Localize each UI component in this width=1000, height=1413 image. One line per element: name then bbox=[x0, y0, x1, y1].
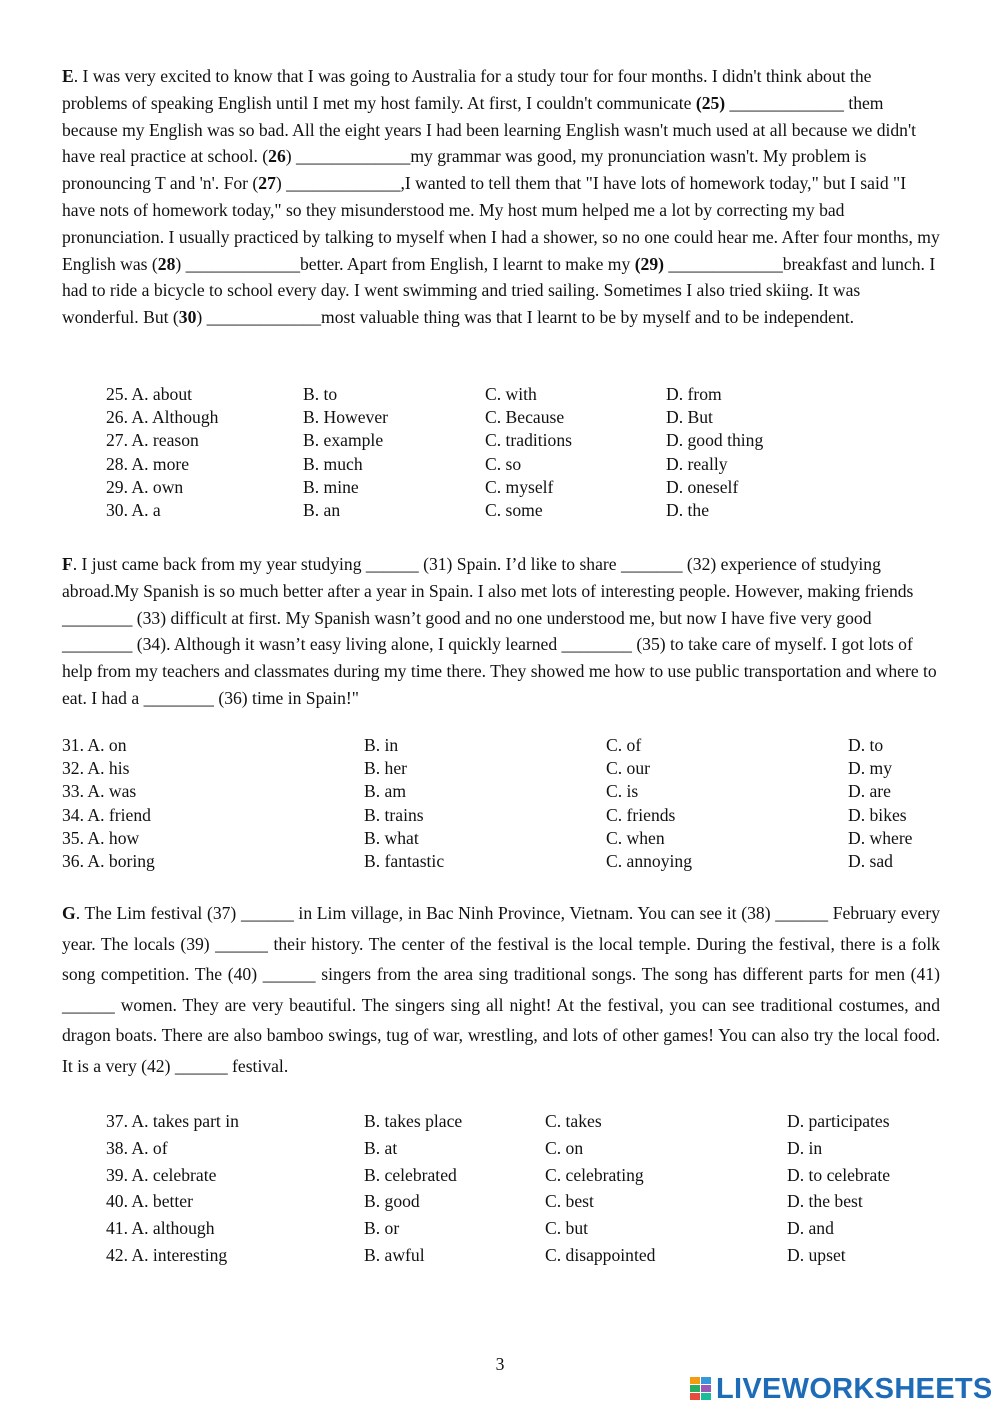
option-d[interactable]: D. upset bbox=[787, 1244, 846, 1265]
option-a[interactable]: 27. A. reason bbox=[106, 430, 199, 451]
option-c[interactable]: C. so bbox=[485, 453, 522, 474]
option-b[interactable]: B. fantastic bbox=[364, 850, 445, 871]
section-letter-g: G bbox=[62, 903, 76, 923]
option-c[interactable]: C. our bbox=[606, 758, 650, 779]
option-a[interactable]: 32. A. his bbox=[62, 758, 130, 779]
option-a[interactable]: 28. A. more bbox=[106, 453, 190, 474]
option-a[interactable]: 39. A. celebrate bbox=[106, 1164, 217, 1185]
section-letter-e: E bbox=[62, 66, 74, 86]
option-b[interactable]: B. am bbox=[364, 781, 407, 802]
option-a[interactable]: 25. A. about bbox=[106, 384, 193, 404]
option-d[interactable]: D. sad bbox=[848, 850, 893, 871]
option-a[interactable]: 38. A. of bbox=[106, 1137, 168, 1158]
option-b[interactable]: B. in bbox=[364, 735, 399, 755]
option-b[interactable]: B. However bbox=[303, 407, 389, 428]
option-a[interactable]: 42. A. interesting bbox=[106, 1244, 228, 1265]
passage-g: G. The Lim festival (37) ______ in Lim village, in Bac Ninh Province, Vietnam. You can see it (38) ______ February every year. The locals (39) ______ their history. The center of the festival is the local temple. During the festival, there is a folk song competition. The (40) ______ singers from the area sing traditional songs. The song has different parts for men (41) ______ women. They are very beautiful. The singers sing all night! At the festival, you can see traditional costumes, and dragon boats. There are also bamboo swings, tug of war, wrestling, and lots of other games! You can also try the local food. It is a very (42) ______ festival. bbox=[62, 903, 940, 1076]
option-c[interactable]: C. best bbox=[545, 1191, 594, 1212]
option-c[interactable]: C. celebrating bbox=[545, 1164, 644, 1185]
option-b[interactable]: B. trains bbox=[364, 804, 424, 825]
question-row bbox=[0, 734, 1000, 757]
option-d[interactable]: D. bikes bbox=[848, 804, 907, 825]
question-row bbox=[0, 1135, 1000, 1162]
option-a[interactable]: 41. A. although bbox=[106, 1218, 215, 1239]
option-d[interactable]: D. to celebrate bbox=[787, 1164, 891, 1185]
option-c[interactable]: C. annoying bbox=[606, 850, 693, 871]
page-number: 3 bbox=[495, 1354, 505, 1374]
option-c[interactable]: C. on bbox=[545, 1137, 584, 1158]
option-a[interactable]: 40. A. better bbox=[106, 1191, 193, 1212]
option-c[interactable]: C. some bbox=[485, 499, 543, 520]
option-a[interactable]: 29. A. own bbox=[106, 476, 184, 497]
question-row bbox=[0, 780, 1000, 803]
option-b[interactable]: B. what bbox=[364, 827, 419, 848]
option-b[interactable]: B. good bbox=[364, 1191, 420, 1212]
question-row bbox=[0, 499, 1000, 522]
option-a[interactable]: 30. A. a bbox=[106, 499, 161, 520]
options-f bbox=[0, 734, 1000, 873]
option-d[interactable]: D. to bbox=[848, 735, 884, 755]
option-d[interactable]: D. from bbox=[666, 384, 722, 404]
option-c[interactable]: C. disappointed bbox=[545, 1244, 656, 1265]
options-e bbox=[0, 383, 1000, 522]
question-row bbox=[0, 453, 1000, 476]
question-row bbox=[0, 1188, 1000, 1215]
option-b[interactable]: B. awful bbox=[364, 1244, 425, 1265]
option-b[interactable]: B. or bbox=[364, 1218, 400, 1239]
passage-f: F. I just came back from my year studying ______ (31) Spain. I’d like to share _______ (32) experience of studying abroad.My Spanish is so much better after a year in Spain. I also met lots of interesting people. However, making friends ________ (33) difficult at first. My Spanish wasn’t good and no one understood me, but now I have five very good ________ (34). Although it wasn’t easy living alone, I quickly learned ________ (35) to take care of myself. I got lots of help from my teachers and classmates during my time there. They showed me how to use public transportation and where to eat. I had a ________ (36) time in Spain!" bbox=[62, 554, 937, 708]
option-d[interactable]: D. participates bbox=[787, 1111, 890, 1131]
option-a[interactable]: 33. A. was bbox=[62, 781, 137, 802]
question-row bbox=[0, 383, 1000, 406]
option-b[interactable]: B. takes place bbox=[364, 1111, 463, 1131]
option-c[interactable]: C. myself bbox=[485, 476, 554, 497]
option-b[interactable]: B. her bbox=[364, 758, 407, 779]
option-a[interactable]: 26. A. Although bbox=[106, 407, 219, 428]
option-d[interactable]: D. where bbox=[848, 827, 913, 848]
option-a[interactable]: 35. A. how bbox=[62, 827, 140, 848]
option-d[interactable]: D. in bbox=[787, 1137, 823, 1158]
option-c[interactable]: C. when bbox=[606, 827, 665, 848]
option-c[interactable]: C. with bbox=[485, 384, 537, 404]
question-row bbox=[0, 429, 1000, 452]
option-c[interactable]: C. is bbox=[606, 781, 639, 802]
option-d[interactable]: D. But bbox=[666, 407, 713, 428]
question-row bbox=[0, 406, 1000, 429]
option-b[interactable]: B. mine bbox=[303, 476, 359, 497]
option-b[interactable]: B. celebrated bbox=[364, 1164, 457, 1185]
option-d[interactable]: D. really bbox=[666, 453, 728, 474]
option-c[interactable]: C. friends bbox=[606, 804, 676, 825]
option-b[interactable]: B. to bbox=[303, 384, 338, 404]
option-d[interactable]: D. oneself bbox=[666, 476, 739, 497]
option-d[interactable]: D. the best bbox=[787, 1191, 863, 1212]
options-g bbox=[0, 1108, 1000, 1269]
option-c[interactable]: C. Because bbox=[485, 407, 565, 428]
liveworksheets-logo[interactable] bbox=[690, 1373, 993, 1405]
question-row bbox=[0, 827, 1000, 850]
option-d[interactable]: D. are bbox=[848, 781, 891, 802]
option-c[interactable]: C. traditions bbox=[485, 430, 572, 451]
brand-text: LIVEWORKSHEETS bbox=[716, 1372, 993, 1405]
option-c[interactable]: C. but bbox=[545, 1218, 589, 1239]
option-d[interactable]: D. good thing bbox=[666, 430, 764, 451]
question-row bbox=[0, 850, 1000, 873]
liveworksheets-icon bbox=[690, 1377, 712, 1401]
option-a[interactable]: 37. A. takes part in bbox=[106, 1111, 239, 1131]
option-b[interactable]: B. much bbox=[303, 453, 363, 474]
question-row bbox=[0, 804, 1000, 827]
option-a[interactable]: 36. A. boring bbox=[62, 850, 155, 871]
option-c[interactable]: C. of bbox=[606, 735, 642, 755]
option-b[interactable]: B. example bbox=[303, 430, 384, 451]
question-row bbox=[0, 1162, 1000, 1189]
question-row bbox=[0, 1215, 1000, 1242]
option-a[interactable]: 31. A. on bbox=[62, 735, 127, 755]
question-row bbox=[0, 757, 1000, 780]
option-c[interactable]: C. takes bbox=[545, 1111, 602, 1131]
question-row bbox=[0, 1242, 1000, 1269]
option-d[interactable]: D. and bbox=[787, 1218, 834, 1239]
option-b[interactable]: B. at bbox=[364, 1137, 398, 1158]
option-b[interactable]: B. an bbox=[303, 499, 341, 520]
passage-e: E. I was very excited to know that I was going to Australia for a study tour for four months. I didn't think about the problems of speaking English until I met my host family. At first, I couldn't communicate (25) _____________ them because my English was so bad. All the eight years I had been learning English wasn't much used at all because we didn't have real practice at school. (26) _____________my grammar was good, my pronunciation wasn't. My problem is pronouncing T and 'n'. For (27) _____________,I wanted to tell them that "I have lots of homework today," but I said "I have nots of homework today," so they misunderstood me. My host mum helped me a lot by correcting my bad pronunciation. I usually practiced by talking to myself when I had a shower, so no one could hear me. After four months, my English was (28) _____________better. Apart from English, I learnt to make my (29) _____________breakfast and lunch. I had to ride a bicycle to school every day. I went swimming and tried sailing. Sometimes I also tried skiing. It was wonderful. But (30) _____________most valuable thing was that I learnt to be by myself and to be independent. bbox=[62, 66, 940, 328]
section-letter-f: F bbox=[62, 554, 73, 574]
option-a[interactable]: 34. A. friend bbox=[62, 804, 151, 825]
question-row bbox=[0, 1108, 1000, 1135]
option-d[interactable]: D. the bbox=[666, 499, 709, 520]
question-row bbox=[0, 476, 1000, 499]
option-d[interactable]: D. my bbox=[848, 758, 892, 779]
